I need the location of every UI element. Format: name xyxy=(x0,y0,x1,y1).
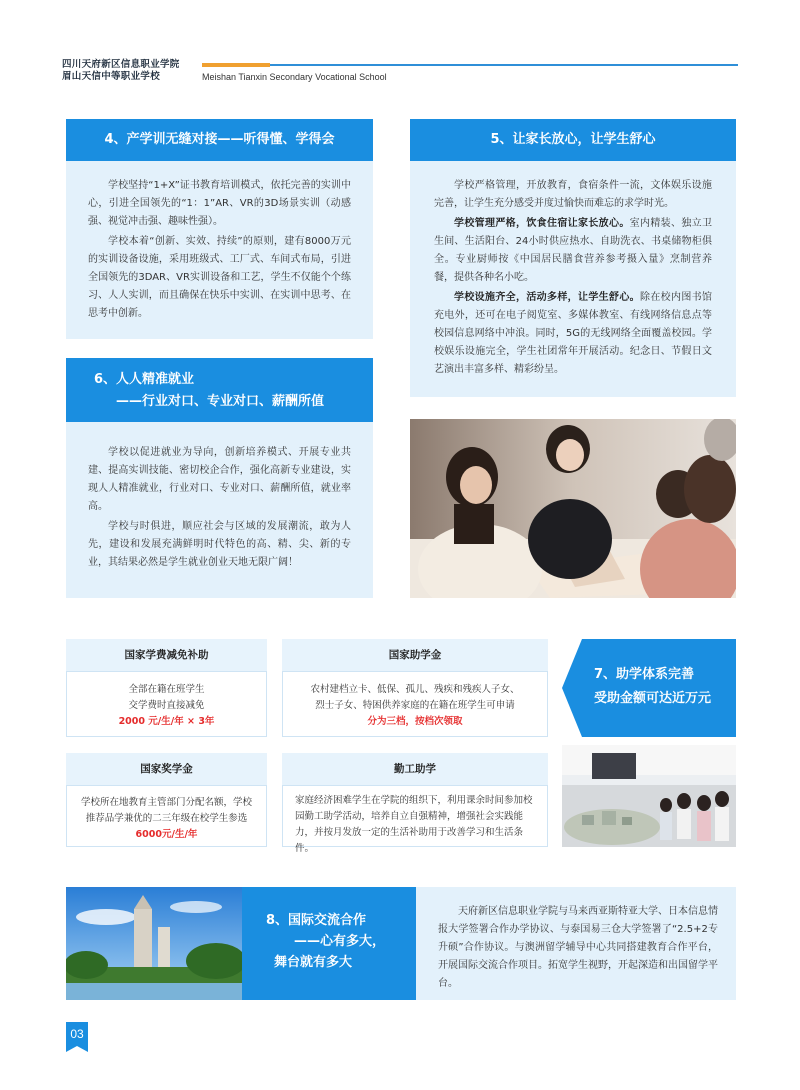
students-illustration xyxy=(410,419,736,598)
section4-paragraph: 学校本着“创新、实效、持续”的原则，建有8000万元的实训设备设施，采用班级式、工厂式、车间式布局，引进全国领先的3DAR、VR实训设备和工艺，学生不仅能个个练习、人人实训，而且确保在快乐中实训、在实训中思考、在思考中创新。 xyxy=(88,236,351,319)
aid-scholarship-body: 学校所在地教育主管部门分配名额，学校 推荐品学兼优的二三年级在校学生参选 6000元/生/年 xyxy=(66,785,267,847)
aid-tuition-title: 国家学费减免补助 xyxy=(66,639,267,671)
aid-scholarship-title: 国家奖学金 xyxy=(66,753,267,785)
section5-bold-lead: 学校设施齐全，活动多样，让学生舒心。 xyxy=(454,292,640,303)
section5-bold-lead: 学校管理严格，饮食住宿让家长放心。 xyxy=(454,218,630,229)
aid-workstudy-title: 勤工助学 xyxy=(282,753,548,785)
section6-paragraph: 学校与时俱进，顺应社会与区域的发展潮流，敢为人先，建设和发展充满鲜明时代特色的高、精、尖、新的专业，其结果必然是学生就业创业天地无限广阔！ xyxy=(88,521,351,568)
section8-line2: ——心有多大， xyxy=(294,934,386,949)
section5-title: 5、让家长放心，让学生舒心 xyxy=(410,119,736,161)
section6-body xyxy=(66,422,373,598)
section4-body xyxy=(66,161,373,339)
section8-paragraph: 天府新区信息职业学院与马来西亚斯特亚大学、日本信息情报大学签署合作办学协议、与泰国易三仓大学签署了“2.5+2专升硕”合作协议。与澳洲留学辅导中心共同搭建教育合作平台，开展国际交流合作项目。拓宽学生视野，开起深造和出国留学平台。 xyxy=(438,906,718,989)
exhibition-photo xyxy=(562,745,736,847)
aid-grant-amount: 分为三档，按档次领取 xyxy=(367,716,463,727)
section7-line2: 受助金额可达近万元 xyxy=(594,691,712,706)
header-accent-bar xyxy=(202,63,270,67)
section8-box xyxy=(242,887,416,1000)
section8-body xyxy=(416,887,736,1000)
section8-line1: 8、国际交流合作 xyxy=(266,913,367,928)
section8-line3: 舞台就有多大 xyxy=(274,955,353,970)
aid-tuition-amount: 2000 元/生/年 × 3年 xyxy=(118,716,215,727)
section5-paragraph: 学校管理严格，饮食住宿让家长放心。室内精装、独立卫生间、生活阳台、24小时供应热水、自助洗衣、书桌储物柜俱全。专业厨师按《中国居民膳食营养参考摄入量》烹制营养餐，提供各种名小吃。 xyxy=(434,218,713,283)
section4-title: 4、产学训无缝对接——听得懂、学得会 xyxy=(66,119,373,161)
campus-photo xyxy=(66,887,242,1000)
section4-paragraph: 学校坚持“1+X”证书教育培训模式，依托完善的实训中心，引进全国领先的“1：1”AR、VR的3D场景实训（动感强、视觉冲击强、趣味性强）。 xyxy=(88,180,351,227)
page-number: 03 xyxy=(70,1027,84,1041)
section5-paragraph: 学校严格管理，开放教育，食宿条件一流，文体娱乐设施完善，让学生充分感受并度过愉快而难忘的求学时光。 xyxy=(434,180,712,209)
section5-body xyxy=(410,161,736,397)
section7-box xyxy=(562,639,736,737)
students-photo xyxy=(410,419,736,598)
section6-title: 6、人人精准就业 ——行业对口、专业对口、薪酬所值 xyxy=(66,358,373,422)
page-number-tab xyxy=(66,1022,88,1052)
aid-scholarship-amount: 6000元/生/年 xyxy=(135,829,198,840)
section6-paragraph: 学校以促进就业为导向，创新培养模式、开展专业共建、提高实训技能、密切校企合作，强化高新专业建设，实现人人精准就业，行业对口、专业对口、薪酬所值，就业率高。 xyxy=(88,447,351,512)
school-name-en: Meishan Tianxin Secondary Vocational School xyxy=(202,72,387,82)
aid-workstudy-body: 家庭经济困难学生在学院的组织下，利用课余时间参加校园勤工助学活动，培养自立自强精神，增强社会实践能力，并按月发放一定的生活补助用于改善学习和生活条件。 xyxy=(282,785,548,847)
exhibition-illustration xyxy=(562,745,736,847)
aid-tuition-body: 全部在籍在班学生 交学费时直接减免 2000 元/生/年 × 3年 xyxy=(66,671,267,737)
header-school-name xyxy=(62,59,180,83)
aid-grant-body: 农村建档立卡、低保、孤儿、残疾和残疾人子女、 烈士子女、特困供养家庭的在籍在班学生可申请 分为三档，按档次领取 xyxy=(282,671,548,737)
school-name-cn-2: 眉山天信中等职业学校 xyxy=(62,71,161,82)
aid-grant-title: 国家助学金 xyxy=(282,639,548,671)
campus-illustration xyxy=(66,887,242,1000)
header-rule xyxy=(270,64,738,66)
school-name-cn-1: 四川天府新区信息职业学院 xyxy=(62,59,180,70)
section7-line1: 7、助学体系完善 xyxy=(594,667,695,682)
section5-paragraph: 学校设施齐全，活动多样，让学生舒心。除在校内图书馆充电外，还可在电子阅览室、多媒体教室、有线网络信息点等校园信息网络中冲浪。同时，5G的无线网络全面覆盖校园。学校娱乐设施完全，学生社团常年开展活动。纪念日、节假日文艺演出丰富多样、精彩纷呈。 xyxy=(434,292,712,375)
